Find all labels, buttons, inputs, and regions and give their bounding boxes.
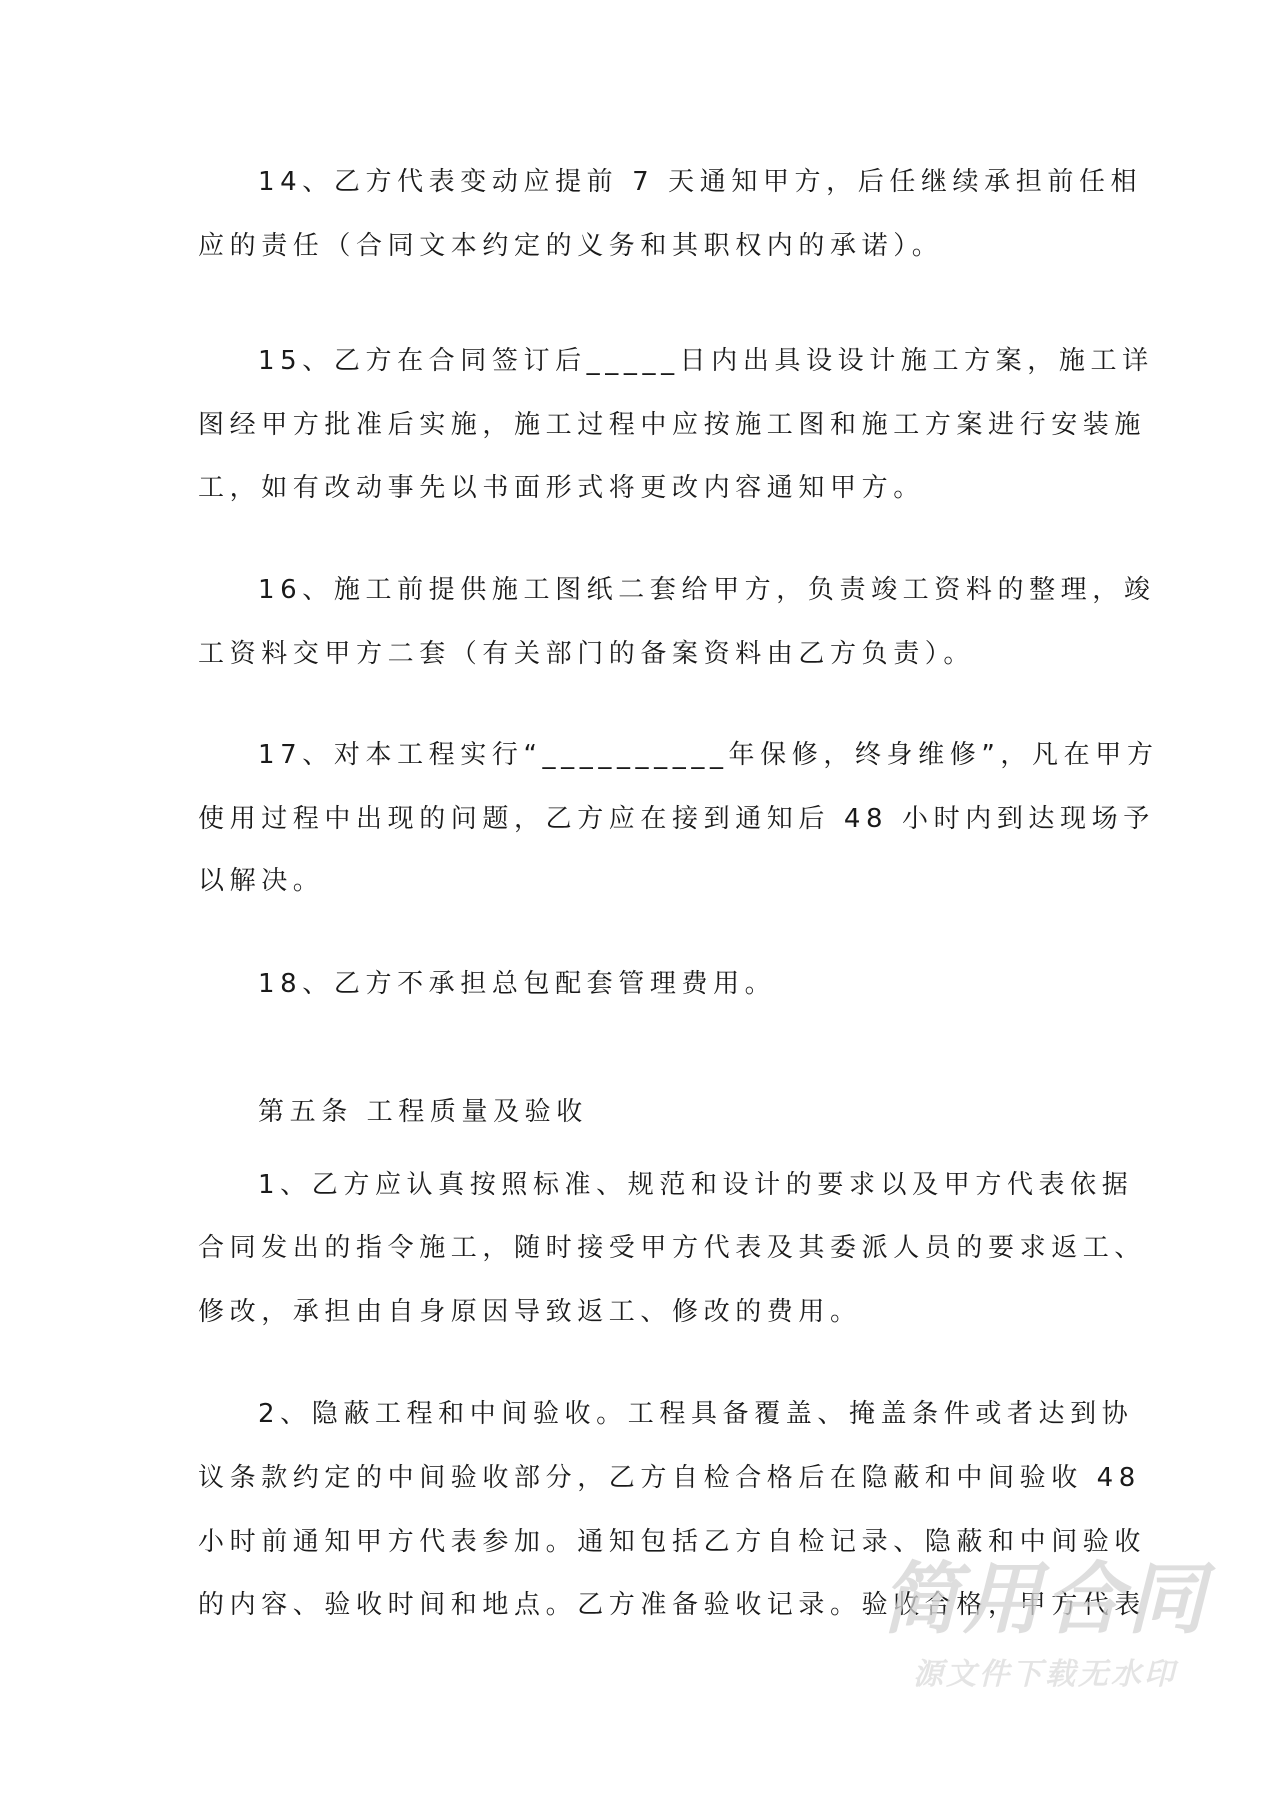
article-5-clause-1-line-2: 合同发出的指令施工，随时接受甲方代表及其委派人员的要求返工、 (198, 1233, 1147, 1263)
watermark-brand: 简用合同 (880, 1555, 1209, 1645)
article-5-clause-2-line-4: 的内容、验收时间和地点。乙方准备验收记录。验收合格，甲方代表 (198, 1590, 1147, 1620)
section-heading-article-5: 第五条 工程质量及验收 (258, 1097, 588, 1127)
article-5-clause-2-line-1: 2、隐蔽工程和中间验收。工程具备覆盖、掩盖条件或者达到协 (258, 1399, 1134, 1429)
clause-15-line-2: 图经甲方批准后实施，施工过程中应按施工图和施工方案进行安装施 (198, 410, 1147, 440)
clause-17-line-1: 17、对本工程实行“__________年保修，终身维修”，凡在甲方 (258, 740, 1159, 770)
clause-18-line-1: 18、乙方不承担总包配套管理费用。 (258, 969, 777, 999)
watermark-tagline: 源文件下载无水印 (913, 1657, 1177, 1692)
article-5-clause-1-line-3: 修改，承担由自身原因导致返工、修改的费用。 (198, 1297, 862, 1327)
article-5-clause-2-line-3: 小时前通知甲方代表参加。通知包括乙方自检记录、隐蔽和中间验收 (198, 1527, 1147, 1557)
article-5-clause-1-line-1: 1、乙方应认真按照标准、规范和设计的要求以及甲方代表依据 (258, 1170, 1134, 1200)
clause-16-line-1: 16、施工前提供施工图纸二套给甲方，负责竣工资料的整理，竣 (258, 575, 1156, 605)
clause-15-line-3: 工，如有改动事先以书面形式将更改内容通知甲方。 (198, 473, 925, 503)
clause-16-line-2: 工资料交甲方二套（有关部门的备案资料由乙方负责）。 (198, 639, 976, 669)
clause-15-line-1: 15、乙方在合同签订后_____日内出具设设计施工方案，施工详 (258, 346, 1154, 376)
article-5-clause-2-line-2: 议条款约定的中间验收部分，乙方自检合格后在隐蔽和中间验收 48 (198, 1463, 1141, 1493)
clause-14-line-2: 应的责任（合同文本约定的义务和其职权内的承诺）。 (198, 231, 944, 261)
watermark (880, 1555, 1210, 1693)
clause-14-line-1: 14、乙方代表变动应提前 7 天通知甲方，后任继续承担前任相 (258, 167, 1143, 197)
clause-17-line-2: 使用过程中出现的问题，乙方应在接到通知后 48 小时内到达现场予 (198, 804, 1155, 834)
clause-17-line-3: 以解决。 (198, 866, 325, 896)
